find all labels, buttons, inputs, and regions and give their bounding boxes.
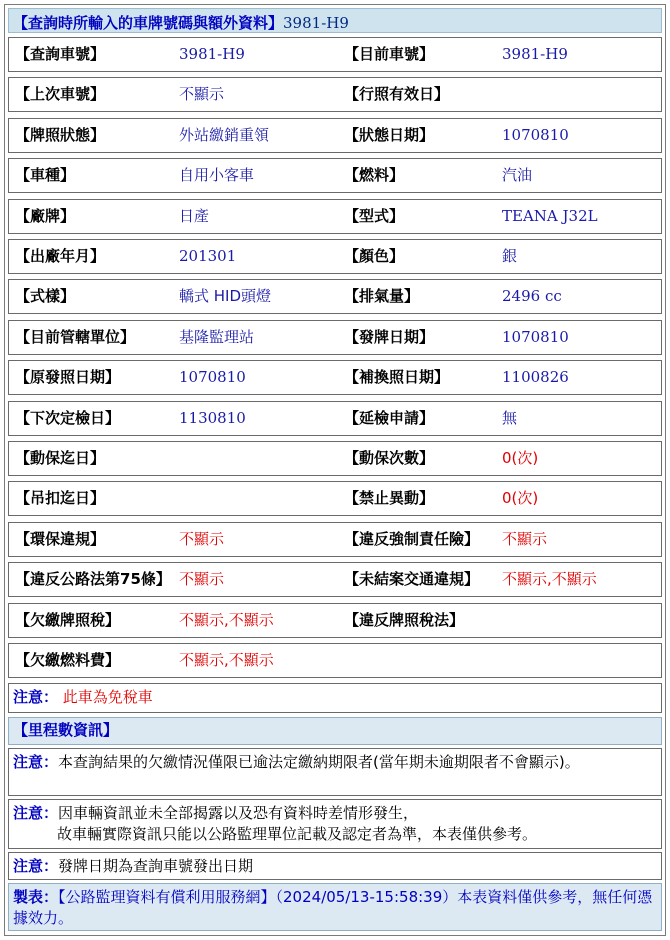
note-label: 注意：: [13, 753, 59, 771]
field-value: 0(次): [502, 489, 539, 507]
field-value: 不顯示,不顯示: [179, 611, 274, 629]
mileage-section-header: [8, 717, 662, 745]
field-label: 【未結案交通違規】: [344, 570, 480, 588]
field-value: 不顯示,不顯示: [179, 651, 274, 669]
info-row: [8, 239, 662, 274]
info-row: [8, 37, 662, 72]
field-value: 1070810: [502, 328, 569, 346]
field-label: 【欠繳燃料費】: [15, 651, 121, 669]
field-value: 不顯示,不顯示: [502, 570, 597, 588]
field-value: 0(次): [502, 449, 539, 467]
field-value: 日產: [179, 207, 210, 225]
note-disclaimer: [8, 799, 662, 849]
field-label: 【式樣】: [15, 287, 76, 305]
footer-text: 【公路監理資料有償利用服務網】（2024/05/13-15:58:39）本表資料僅供參考，無任何憑據效力。: [13, 888, 653, 927]
field-label: 【環保違規】: [15, 530, 106, 548]
info-row: [8, 118, 662, 153]
field-value: TEANA J32L: [502, 207, 598, 225]
info-row: [8, 320, 662, 355]
field-label: 【欠繳牌照稅】: [15, 611, 121, 629]
field-label: 【下次定檢日】: [15, 409, 121, 427]
field-value: 1100826: [502, 368, 569, 386]
field-value: 1130810: [179, 409, 246, 427]
info-row: [8, 199, 662, 234]
notice-label: 注意：: [13, 688, 59, 706]
field-value: 銀: [502, 247, 518, 265]
footer-label: 製表：: [13, 888, 59, 906]
note-text: 發牌日期為查詢車號發出日期: [58, 857, 254, 875]
info-row: [8, 360, 662, 395]
field-value: 1070810: [179, 368, 246, 386]
field-label: 【燃料】: [344, 166, 405, 184]
info-row: [8, 562, 662, 597]
field-label: 【補換照日期】: [344, 368, 450, 386]
field-value: 基隆監理站: [179, 328, 255, 346]
field-label: 【廠牌】: [15, 207, 76, 225]
field-value: 外站繳銷重領: [179, 126, 270, 144]
field-value: 轎式 HID頭燈: [179, 287, 272, 305]
field-label: 【顏色】: [344, 247, 405, 265]
report-footer: [8, 883, 662, 931]
field-label: 【違反牌照稅法】: [344, 611, 465, 629]
query-header: [8, 8, 662, 33]
info-row: [8, 279, 662, 314]
field-value: 不顯示: [179, 530, 225, 548]
info-row: [8, 643, 662, 678]
field-label: 【車種】: [15, 166, 76, 184]
field-value: 不顯示: [179, 570, 225, 588]
field-label: 【目前管轄單位】: [15, 328, 136, 346]
field-label: 【查詢車號】: [15, 45, 106, 63]
field-value: 汽油: [502, 166, 533, 184]
field-label: 【型式】: [344, 207, 405, 225]
field-value: 1070810: [502, 126, 569, 144]
field-label: 【動保迄日】: [15, 449, 106, 467]
field-value: 2496 cc: [502, 287, 562, 305]
mileage-title: 【里程數資訊】: [13, 721, 119, 739]
field-label: 【動保次數】: [344, 449, 435, 467]
note-issue-date: [8, 852, 662, 880]
field-value: 無: [502, 409, 518, 427]
field-label: 【發牌日期】: [344, 328, 435, 346]
field-value: 3981-H9: [502, 45, 568, 63]
query-header-title: 【查詢時所輸入的車牌號碼與額外資料】: [13, 14, 284, 32]
info-row: [8, 481, 662, 516]
field-label: 【排氣量】: [344, 287, 420, 305]
field-label: 【違反強制責任險】: [344, 530, 480, 548]
field-label: 【上次車號】: [15, 85, 106, 103]
info-row: [8, 522, 662, 557]
field-label: 【延檢申請】: [344, 409, 435, 427]
field-label: 【違反公路法第75條】: [15, 570, 171, 588]
tax-exempt-notice: [8, 683, 662, 713]
note-unpaid: [8, 748, 662, 796]
field-label: 【行照有效日】: [344, 85, 450, 103]
field-label: 【出廠年月】: [15, 247, 106, 265]
note-label: 注意：: [13, 857, 59, 875]
field-value: 不顯示: [502, 530, 548, 548]
field-label: 【目前車號】: [344, 45, 435, 63]
field-label: 【原發照日期】: [15, 368, 121, 386]
field-label: 【吊扣迄日】: [15, 489, 106, 507]
note-text: 本查詢結果的欠繳情況僅限已逾法定繳納期限者(當年期未逾期限者不會顯示)。: [58, 753, 580, 771]
field-value: 3981-H9: [179, 45, 245, 63]
field-label: 【禁止異動】: [344, 489, 435, 507]
info-row: [8, 77, 662, 112]
info-row: [8, 441, 662, 476]
field-value: 不顯示: [179, 85, 225, 103]
notice-text: 此車為免稅車: [62, 688, 153, 706]
note-text-line2: 故車輛實際資訊只能以公路監理單位記載及認定者為準，本表僅供參考。: [57, 825, 538, 843]
field-value: 自用小客車: [179, 166, 255, 184]
info-row: [8, 401, 662, 436]
query-header-plate: 3981-H9: [283, 14, 349, 32]
info-row: [8, 158, 662, 193]
field-label: 【狀態日期】: [344, 126, 435, 144]
info-row: [8, 603, 662, 638]
field-value: 201301: [179, 247, 237, 265]
field-label: 【牌照狀態】: [15, 126, 106, 144]
note-text-line1: 因車輛資訊並未全部揭露以及恐有資料時差情形發生，: [58, 804, 419, 822]
note-label: 注意：: [13, 804, 59, 822]
